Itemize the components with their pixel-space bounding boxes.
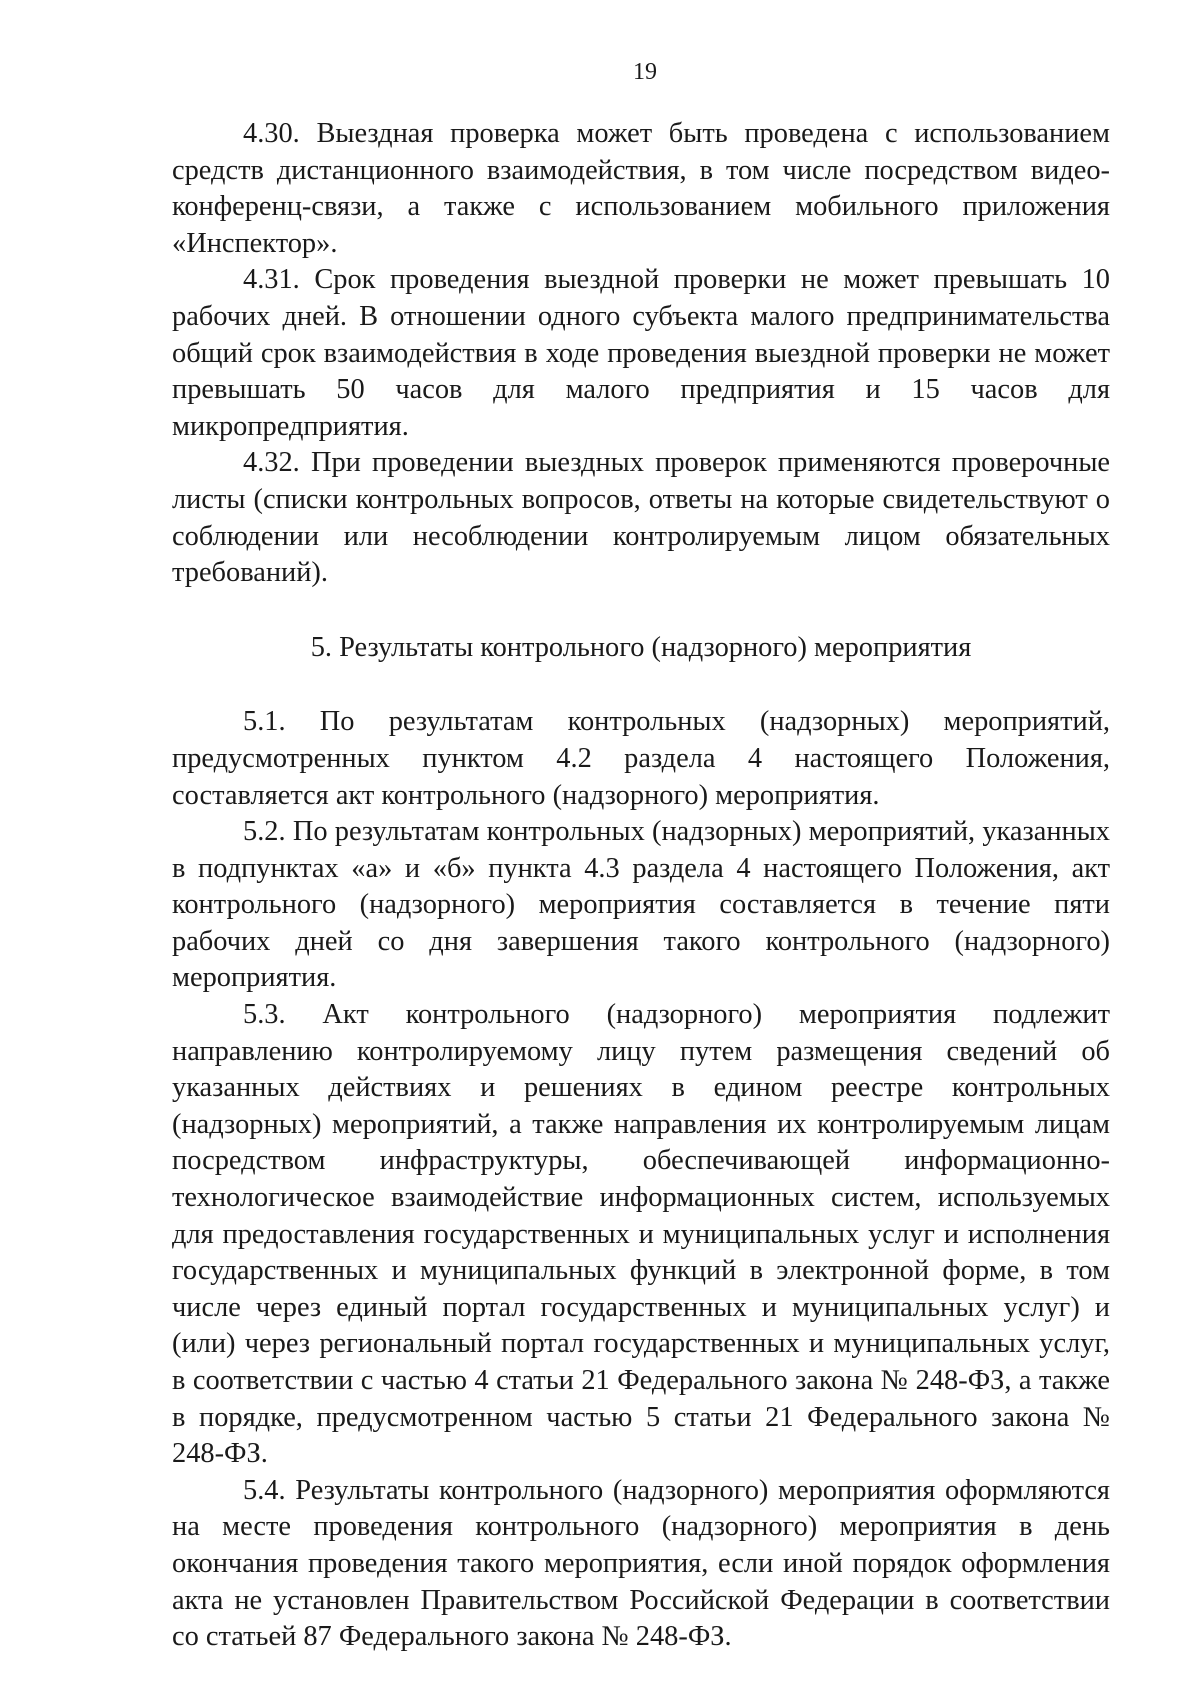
paragraph-5-3: 5.3. Акт контрольного (надзорного) мероприятия подлежит направлению контролируемому лицу путем размещения сведений об указанных действиях и решениях в едином реестре контрольных (надзорных) мероприятий, а также направления их контролируемым лицам посредством инфраструктуры, обеспечивающей информационно-технологическое взаимодействие информационных систем, используемых для предоставления государственных и муниципальных услуг и исполнения государственных и муниципальных функций в электронной форме, в том числе через единый портал государственных и муниципальных услуг) и (или) через региональный портал государственных и муниципальных услуг, в соответствии с частью 4 статьи 21 Федерального закона № 248-ФЗ, а также в порядке, предусмотренном частью 5 статьи 21 Федерального закона № 248-ФЗ. bbox=[172, 999, 1110, 1470]
section-5-heading: 5. Результаты контрольного (надзорного) мероприятия bbox=[310, 631, 972, 663]
document-body bbox=[172, 116, 1110, 1656]
page-number: 19 bbox=[633, 59, 657, 85]
paragraph-4-30: 4.30. Выездная проверка может быть проведена с использованием средств дистанционного взаимодействия, в том числе посредством видео-конференц-связи, а также с использованием мобильного приложения «Инспектор». bbox=[172, 118, 1110, 259]
paragraph-5-2: 5.2. По результатам контрольных (надзорных) мероприятий, указанных в подпунктах «а» и «б» пункта 4.3 раздела 4 настоящего Положения, акт контрольного (надзорного) мероприятия составляется в течение пяти рабочих дней со дня завершения такого контрольного (надзорного) мероприятия. bbox=[172, 816, 1110, 994]
paragraph-5-4: 5.4. Результаты контрольного (надзорного) мероприятия оформляются на месте проведения контрольного (надзорного) мероприятия в день окончания проведения такого мероприятия, если иной порядок оформления акта не установлен Правительством Российской Федерации в соответствии со статьей 87 Федерального закона № 248-ФЗ. bbox=[172, 1474, 1110, 1653]
paragraph-5-1: 5.1. По результатам контрольных (надзорных) мероприятий, предусмотренных пунктом 4.2 раздела 4 настоящего Положения, составляется акт контрольного (надзорного) мероприятия. bbox=[172, 706, 1110, 811]
paragraph-4-32: 4.32. При проведении выездных проверок применяются проверочные листы (списки контрольных вопросов, ответы на которые свидетельствуют о соблюдении или несоблюдении контролируемым лицом обязательных требований). bbox=[172, 447, 1110, 589]
paragraph-4-31: 4.31. Срок проведения выездной проверки не может превышать 10 рабочих дней. В отношении одного субъекта малого предпринимательства общий срок взаимодействия в ходе проведения выездной проверки не может превышать 50 часов для малого предприятия и 15 часов для микропредприятия. bbox=[172, 264, 1110, 442]
